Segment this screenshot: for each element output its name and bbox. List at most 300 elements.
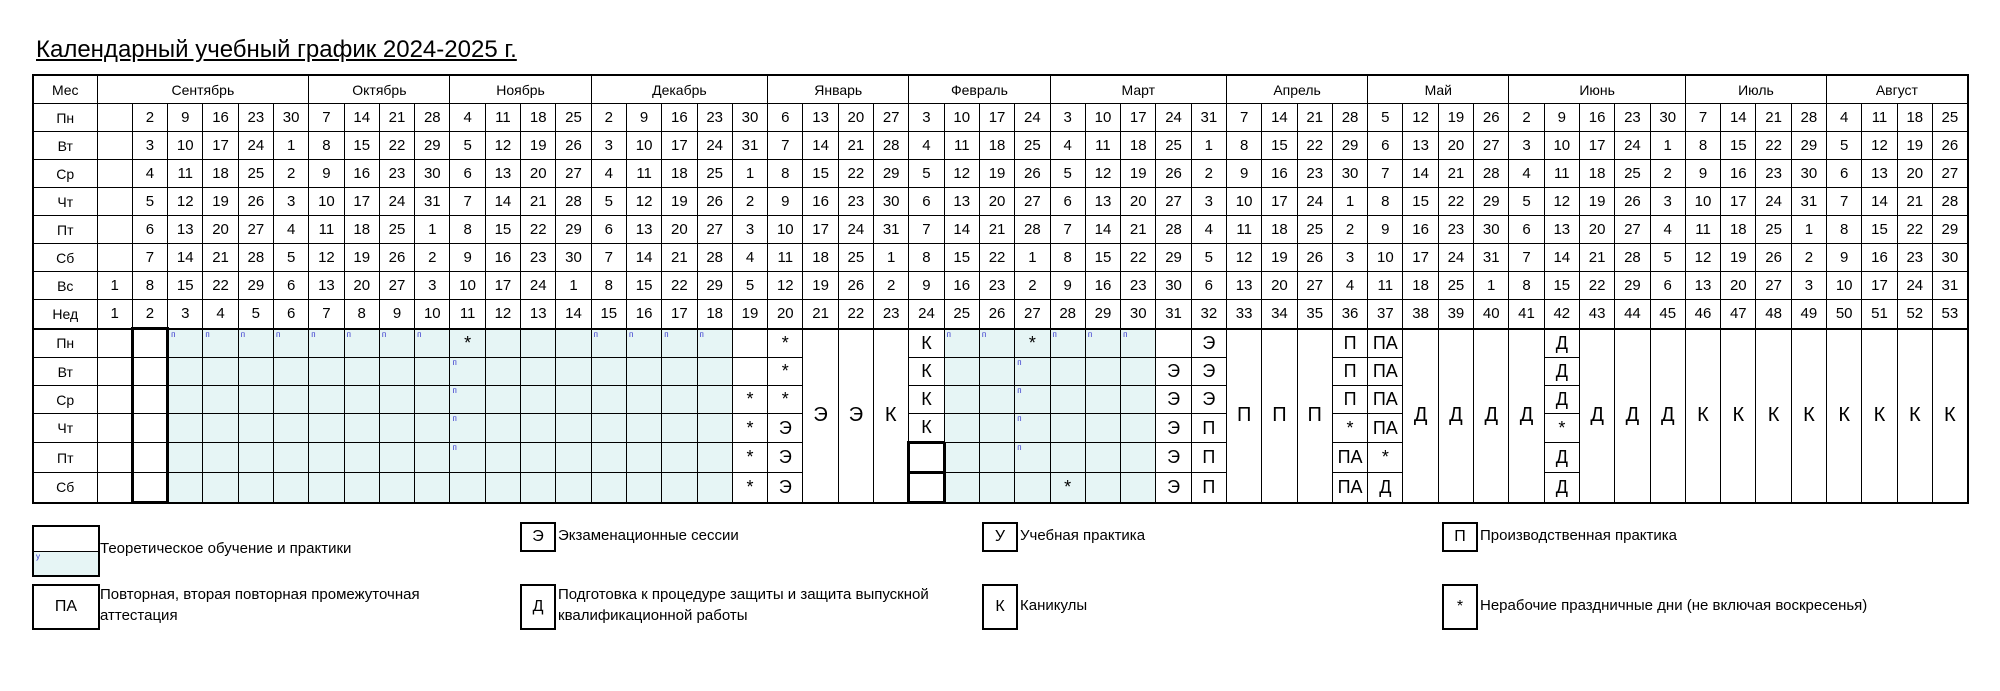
month-header: Июль <box>1685 75 1826 104</box>
legend-retake-box: ПА <box>32 584 100 630</box>
week-number-cell: 12 <box>485 300 520 329</box>
schedule-cell <box>344 473 379 503</box>
schedule-cell <box>379 443 414 473</box>
schedule-cell <box>238 358 273 386</box>
schedule-cell <box>415 386 450 414</box>
schedule-cell: П <box>1191 443 1226 473</box>
date-cell: 9 <box>1227 160 1262 188</box>
schedule-cell <box>379 358 414 386</box>
schedule-merged-cell: К <box>1756 329 1791 503</box>
schedule-cell <box>415 443 450 473</box>
schedule-cell: ПА <box>1368 414 1403 443</box>
date-cell: 10 <box>1544 132 1579 160</box>
date-cell: 15 <box>1862 216 1897 244</box>
week-number-cell: 42 <box>1544 300 1579 329</box>
schedule-cell <box>1015 358 1050 386</box>
schedule-cell <box>309 386 344 414</box>
schedule-cell <box>450 443 485 473</box>
date-cell: 3 <box>273 188 308 216</box>
schedule-cell <box>132 358 167 386</box>
schedule-cell: Э <box>1191 386 1226 414</box>
date-cell: 25 <box>1156 132 1191 160</box>
week-number-cell: 41 <box>1509 300 1544 329</box>
date-cell: 14 <box>1262 104 1297 132</box>
schedule-cell <box>521 414 556 443</box>
date-cell: 14 <box>1862 188 1897 216</box>
date-cell: 18 <box>344 216 379 244</box>
date-cell: 29 <box>1791 132 1826 160</box>
date-cell: 30 <box>556 244 591 272</box>
date-cell: 16 <box>944 272 979 300</box>
date-cell: 4 <box>1827 104 1862 132</box>
schedule-cell <box>97 414 132 443</box>
practice-mark: п <box>1017 414 1022 423</box>
date-cell: 25 <box>379 216 414 244</box>
legend-defense-box: Д <box>520 584 556 630</box>
practice-mark: п <box>981 329 987 339</box>
schedule-cell <box>1050 386 1085 414</box>
legend-edu-practice-label: Учебная практика <box>1020 527 1146 544</box>
schedule-cell <box>662 329 697 358</box>
schedule-cell <box>944 386 979 414</box>
schedule-cell <box>485 414 520 443</box>
date-cell: 28 <box>697 244 732 272</box>
date-cell: 18 <box>1897 104 1932 132</box>
date-cell: 16 <box>203 104 238 132</box>
week-number-cell: 40 <box>1474 300 1509 329</box>
date-cell: 16 <box>1403 216 1438 244</box>
row-label: Пн <box>33 104 97 132</box>
schedule-cell <box>979 329 1014 358</box>
month-header: Январь <box>768 75 909 104</box>
week-number-cell: 8 <box>344 300 379 329</box>
date-cell: 26 <box>1156 160 1191 188</box>
week-number-cell: 3 <box>168 300 203 329</box>
schedule-cell <box>132 386 167 414</box>
date-cell: 13 <box>168 216 203 244</box>
practice-mark: п <box>664 329 669 339</box>
date-cell: 17 <box>203 132 238 160</box>
date-cell: 4 <box>132 160 167 188</box>
date-cell: 7 <box>909 216 944 244</box>
schedule-cell <box>379 473 414 503</box>
date-cell: 14 <box>944 216 979 244</box>
week-number-cell: 26 <box>979 300 1014 329</box>
date-cell: 10 <box>168 132 203 160</box>
date-cell: 17 <box>1579 132 1614 160</box>
date-cell: 30 <box>1156 272 1191 300</box>
date-cell: 3 <box>1650 188 1685 216</box>
date-cell: 5 <box>273 244 308 272</box>
schedule-cell <box>626 329 661 358</box>
practice-mark: п <box>417 329 422 339</box>
schedule-cell <box>1156 329 1191 358</box>
date-cell: 8 <box>1368 188 1403 216</box>
schedule-cell <box>238 443 273 473</box>
schedule-cell <box>97 358 132 386</box>
date-cell: 5 <box>909 160 944 188</box>
date-cell: 6 <box>1191 272 1226 300</box>
practice-mark: п <box>452 386 457 395</box>
date-cell: 14 <box>1403 160 1438 188</box>
date-cell: 27 <box>556 160 591 188</box>
week-number-cell: 24 <box>909 300 944 329</box>
schedule-cell: * <box>1332 414 1367 443</box>
schedule-cell <box>450 386 485 414</box>
schedule-cell <box>591 329 626 358</box>
schedule-cell <box>979 443 1014 473</box>
date-cell: 21 <box>1756 104 1791 132</box>
schedule-cell <box>203 386 238 414</box>
week-number-cell: 52 <box>1897 300 1932 329</box>
legend-retake-label: Повторная, вторая повторная промежуточная аттестация <box>100 586 420 624</box>
date-cell: 23 <box>379 160 414 188</box>
date-cell: 29 <box>874 160 909 188</box>
date-cell: 12 <box>626 188 661 216</box>
date-cell: 28 <box>1615 244 1650 272</box>
date-cell: 22 <box>1438 188 1473 216</box>
date-cell: 25 <box>1932 104 1967 132</box>
schedule-cell <box>521 443 556 473</box>
date-cell: 7 <box>1227 104 1262 132</box>
date-cell: 9 <box>168 104 203 132</box>
date-cell: 6 <box>1050 188 1085 216</box>
schedule-cell <box>1085 414 1120 443</box>
schedule-cell: Э <box>1156 414 1191 443</box>
date-cell: 27 <box>238 216 273 244</box>
date-cell: 20 <box>203 216 238 244</box>
schedule-cell <box>309 414 344 443</box>
schedule-cell: * <box>732 443 767 473</box>
schedule-row-label: Ср <box>33 386 97 414</box>
date-cell: 11 <box>1544 160 1579 188</box>
schedule-cell <box>415 329 450 358</box>
date-cell: 12 <box>1227 244 1262 272</box>
schedule-cell <box>909 443 944 473</box>
date-cell: 19 <box>803 272 838 300</box>
date-cell: 11 <box>626 160 661 188</box>
date-cell: 22 <box>1121 244 1156 272</box>
date-cell <box>97 244 132 272</box>
date-cell: 1 <box>1015 244 1050 272</box>
schedule-cell <box>662 443 697 473</box>
date-cell: 22 <box>379 132 414 160</box>
date-cell: 17 <box>662 132 697 160</box>
practice-mark: п <box>240 329 246 339</box>
date-cell: 11 <box>309 216 344 244</box>
date-cell: 2 <box>415 244 450 272</box>
schedule-cell: * <box>732 414 767 443</box>
date-cell: 20 <box>344 272 379 300</box>
schedule-cell <box>1015 386 1050 414</box>
schedule-cell: К <box>909 329 944 358</box>
schedule-cell: П <box>1332 386 1367 414</box>
date-cell: 8 <box>768 160 803 188</box>
date-cell: 4 <box>1332 272 1367 300</box>
date-cell: 20 <box>838 104 873 132</box>
date-cell: 6 <box>591 216 626 244</box>
schedule-cell <box>203 414 238 443</box>
date-cell: 19 <box>979 160 1014 188</box>
schedule-cell <box>168 414 203 443</box>
schedule-cell <box>556 386 591 414</box>
date-cell: 13 <box>309 272 344 300</box>
date-cell: 5 <box>1368 104 1403 132</box>
date-cell: 4 <box>1050 132 1085 160</box>
schedule-merged-cell: К <box>874 329 909 503</box>
schedule-cell <box>697 386 732 414</box>
date-cell <box>97 104 132 132</box>
date-cell: 4 <box>1509 160 1544 188</box>
date-cell: 22 <box>1897 216 1932 244</box>
row-label: Чт <box>33 188 97 216</box>
date-cell: 16 <box>803 188 838 216</box>
schedule-cell <box>591 473 626 503</box>
date-cell: 23 <box>238 104 273 132</box>
date-cell: 30 <box>1650 104 1685 132</box>
schedule-cell <box>697 414 732 443</box>
schedule-cell <box>132 473 167 503</box>
schedule-cell <box>626 358 661 386</box>
date-cell: 13 <box>803 104 838 132</box>
row-label: Сб <box>33 244 97 272</box>
date-cell: 19 <box>1438 104 1473 132</box>
schedule-cell: Э <box>1156 443 1191 473</box>
date-cell: 13 <box>626 216 661 244</box>
practice-mark: п <box>1087 329 1093 339</box>
date-cell: 30 <box>1474 216 1509 244</box>
date-cell: 1 <box>415 216 450 244</box>
date-cell: 21 <box>838 132 873 160</box>
date-cell: 22 <box>662 272 697 300</box>
date-cell: 20 <box>521 160 556 188</box>
date-cell: 21 <box>1121 216 1156 244</box>
date-cell: 21 <box>662 244 697 272</box>
date-cell: 17 <box>1262 188 1297 216</box>
date-cell: 27 <box>1156 188 1191 216</box>
week-number-cell: 9 <box>379 300 414 329</box>
schedule-cell <box>626 414 661 443</box>
date-cell: 21 <box>203 244 238 272</box>
date-cell: 17 <box>485 272 520 300</box>
date-cell: 13 <box>1227 272 1262 300</box>
schedule-cell <box>1050 358 1085 386</box>
schedule-cell <box>1050 329 1085 358</box>
date-cell: 31 <box>415 188 450 216</box>
schedule-cell <box>697 329 732 358</box>
row-label: Ср <box>33 160 97 188</box>
date-cell: 10 <box>309 188 344 216</box>
date-cell: 26 <box>1932 132 1967 160</box>
date-cell: 25 <box>838 244 873 272</box>
date-cell <box>97 160 132 188</box>
schedule-cell <box>521 329 556 358</box>
date-cell: 27 <box>874 104 909 132</box>
date-cell: 28 <box>1932 188 1967 216</box>
date-cell: 7 <box>1050 216 1085 244</box>
date-cell: 19 <box>203 188 238 216</box>
date-cell: 9 <box>1050 272 1085 300</box>
schedule-cell <box>273 358 308 386</box>
date-cell: 10 <box>1827 272 1862 300</box>
date-cell: 26 <box>238 188 273 216</box>
date-cell: 29 <box>1332 132 1367 160</box>
schedule-cell: * <box>1544 414 1579 443</box>
date-cell: 17 <box>979 104 1014 132</box>
week-number-cell: 15 <box>591 300 626 329</box>
date-cell: 28 <box>556 188 591 216</box>
date-cell: 9 <box>450 244 485 272</box>
schedule-cell <box>273 414 308 443</box>
week-number-cell: 19 <box>732 300 767 329</box>
date-cell: 10 <box>626 132 661 160</box>
date-cell: 8 <box>1227 132 1262 160</box>
schedule-cell: Э <box>1191 358 1226 386</box>
schedule-cell <box>238 473 273 503</box>
schedule-cell <box>1085 386 1120 414</box>
legend-vacation-box: К <box>982 584 1018 630</box>
week-number-cell: 1 <box>97 300 132 329</box>
date-cell: 3 <box>132 132 167 160</box>
date-cell: 17 <box>1862 272 1897 300</box>
schedule-cell: П <box>1332 358 1367 386</box>
schedule-cell <box>168 473 203 503</box>
practice-mark: п <box>1123 329 1128 339</box>
date-cell: 3 <box>1791 272 1826 300</box>
date-cell: 23 <box>838 188 873 216</box>
schedule-cell <box>591 386 626 414</box>
schedule-cell <box>273 329 308 358</box>
practice-mark: п <box>381 329 387 339</box>
schedule-cell <box>168 358 203 386</box>
date-cell: 15 <box>944 244 979 272</box>
schedule-cell <box>697 473 732 503</box>
schedule-cell <box>697 443 732 473</box>
schedule-cell <box>1050 443 1085 473</box>
schedule-cell: Э <box>768 414 803 443</box>
date-cell: 25 <box>238 160 273 188</box>
practice-mark: п <box>452 414 457 423</box>
date-cell: 16 <box>485 244 520 272</box>
date-cell: 22 <box>838 160 873 188</box>
schedule-cell <box>203 358 238 386</box>
date-cell: 2 <box>591 104 626 132</box>
schedule-cell: К <box>909 358 944 386</box>
date-cell: 9 <box>626 104 661 132</box>
schedule-cell <box>485 358 520 386</box>
date-cell: 18 <box>662 160 697 188</box>
date-cell: 23 <box>1438 216 1473 244</box>
date-cell: 18 <box>979 132 1014 160</box>
date-cell: 12 <box>768 272 803 300</box>
date-cell: 13 <box>1685 272 1720 300</box>
week-number-cell: 13 <box>521 300 556 329</box>
schedule-cell <box>485 329 520 358</box>
date-cell <box>97 216 132 244</box>
calendar-table <box>32 74 1969 504</box>
schedule-cell <box>344 329 379 358</box>
date-cell: 23 <box>979 272 1014 300</box>
schedule-cell: Д <box>1368 473 1403 503</box>
date-cell: 1 <box>273 132 308 160</box>
schedule-cell <box>944 473 979 503</box>
date-cell: 24 <box>1897 272 1932 300</box>
schedule-cell: * <box>1368 443 1403 473</box>
schedule-cell <box>1121 414 1156 443</box>
date-cell: 1 <box>1791 216 1826 244</box>
week-number-cell: 17 <box>662 300 697 329</box>
date-cell: 6 <box>768 104 803 132</box>
date-cell: 2 <box>732 188 767 216</box>
schedule-cell <box>273 473 308 503</box>
schedule-cell: Д <box>1544 329 1579 358</box>
schedule-cell <box>662 358 697 386</box>
week-number-cell: 39 <box>1438 300 1473 329</box>
date-cell: 8 <box>591 272 626 300</box>
date-cell: 24 <box>1156 104 1191 132</box>
date-cell: 4 <box>1191 216 1226 244</box>
schedule-cell <box>415 414 450 443</box>
schedule-merged-cell: К <box>1685 329 1720 503</box>
week-number-cell: 31 <box>1156 300 1191 329</box>
schedule-row-label: Пн <box>33 329 97 358</box>
schedule-cell <box>344 414 379 443</box>
date-cell: 12 <box>1544 188 1579 216</box>
week-number-cell: 18 <box>697 300 732 329</box>
date-cell: 2 <box>1332 216 1367 244</box>
date-cell: 28 <box>415 104 450 132</box>
week-number-cell: 7 <box>309 300 344 329</box>
schedule-cell <box>662 414 697 443</box>
date-cell: 1 <box>1332 188 1367 216</box>
schedule-cell: ПА <box>1332 473 1367 503</box>
week-number-cell: 6 <box>273 300 308 329</box>
week-number-cell: 22 <box>838 300 873 329</box>
date-cell: 2 <box>273 160 308 188</box>
date-cell: 9 <box>1685 160 1720 188</box>
practice-mark: п <box>1017 358 1022 367</box>
schedule-cell <box>132 443 167 473</box>
date-cell: 16 <box>1085 272 1120 300</box>
schedule-cell <box>1121 358 1156 386</box>
page-title: Календарный учебный график 2024-2025 г. <box>36 36 517 63</box>
schedule-row-label: Сб <box>33 473 97 503</box>
schedule-cell <box>203 329 238 358</box>
schedule-cell <box>415 473 450 503</box>
week-number-cell: 34 <box>1262 300 1297 329</box>
schedule-cell: * <box>1050 473 1085 503</box>
date-cell: 2 <box>1650 160 1685 188</box>
legend-defense-label: Подготовка к процедуре защиты и защита выпускной квалификационной работы <box>558 586 929 624</box>
schedule-cell <box>1050 414 1085 443</box>
date-cell: 8 <box>1050 244 1085 272</box>
schedule-cell: ПА <box>1368 358 1403 386</box>
schedule-cell <box>944 329 979 358</box>
schedule-cell <box>238 414 273 443</box>
date-cell: 12 <box>1403 104 1438 132</box>
schedule-cell <box>944 443 979 473</box>
date-cell: 18 <box>1721 216 1756 244</box>
schedule-merged-cell: Д <box>1403 329 1438 503</box>
schedule-cell: П <box>1191 414 1226 443</box>
schedule-cell <box>1085 473 1120 503</box>
schedule-cell <box>379 386 414 414</box>
date-cell: 14 <box>1085 216 1120 244</box>
date-cell: 18 <box>1579 160 1614 188</box>
schedule-cell <box>309 443 344 473</box>
schedule-cell: ПА <box>1332 443 1367 473</box>
date-cell: 10 <box>1368 244 1403 272</box>
